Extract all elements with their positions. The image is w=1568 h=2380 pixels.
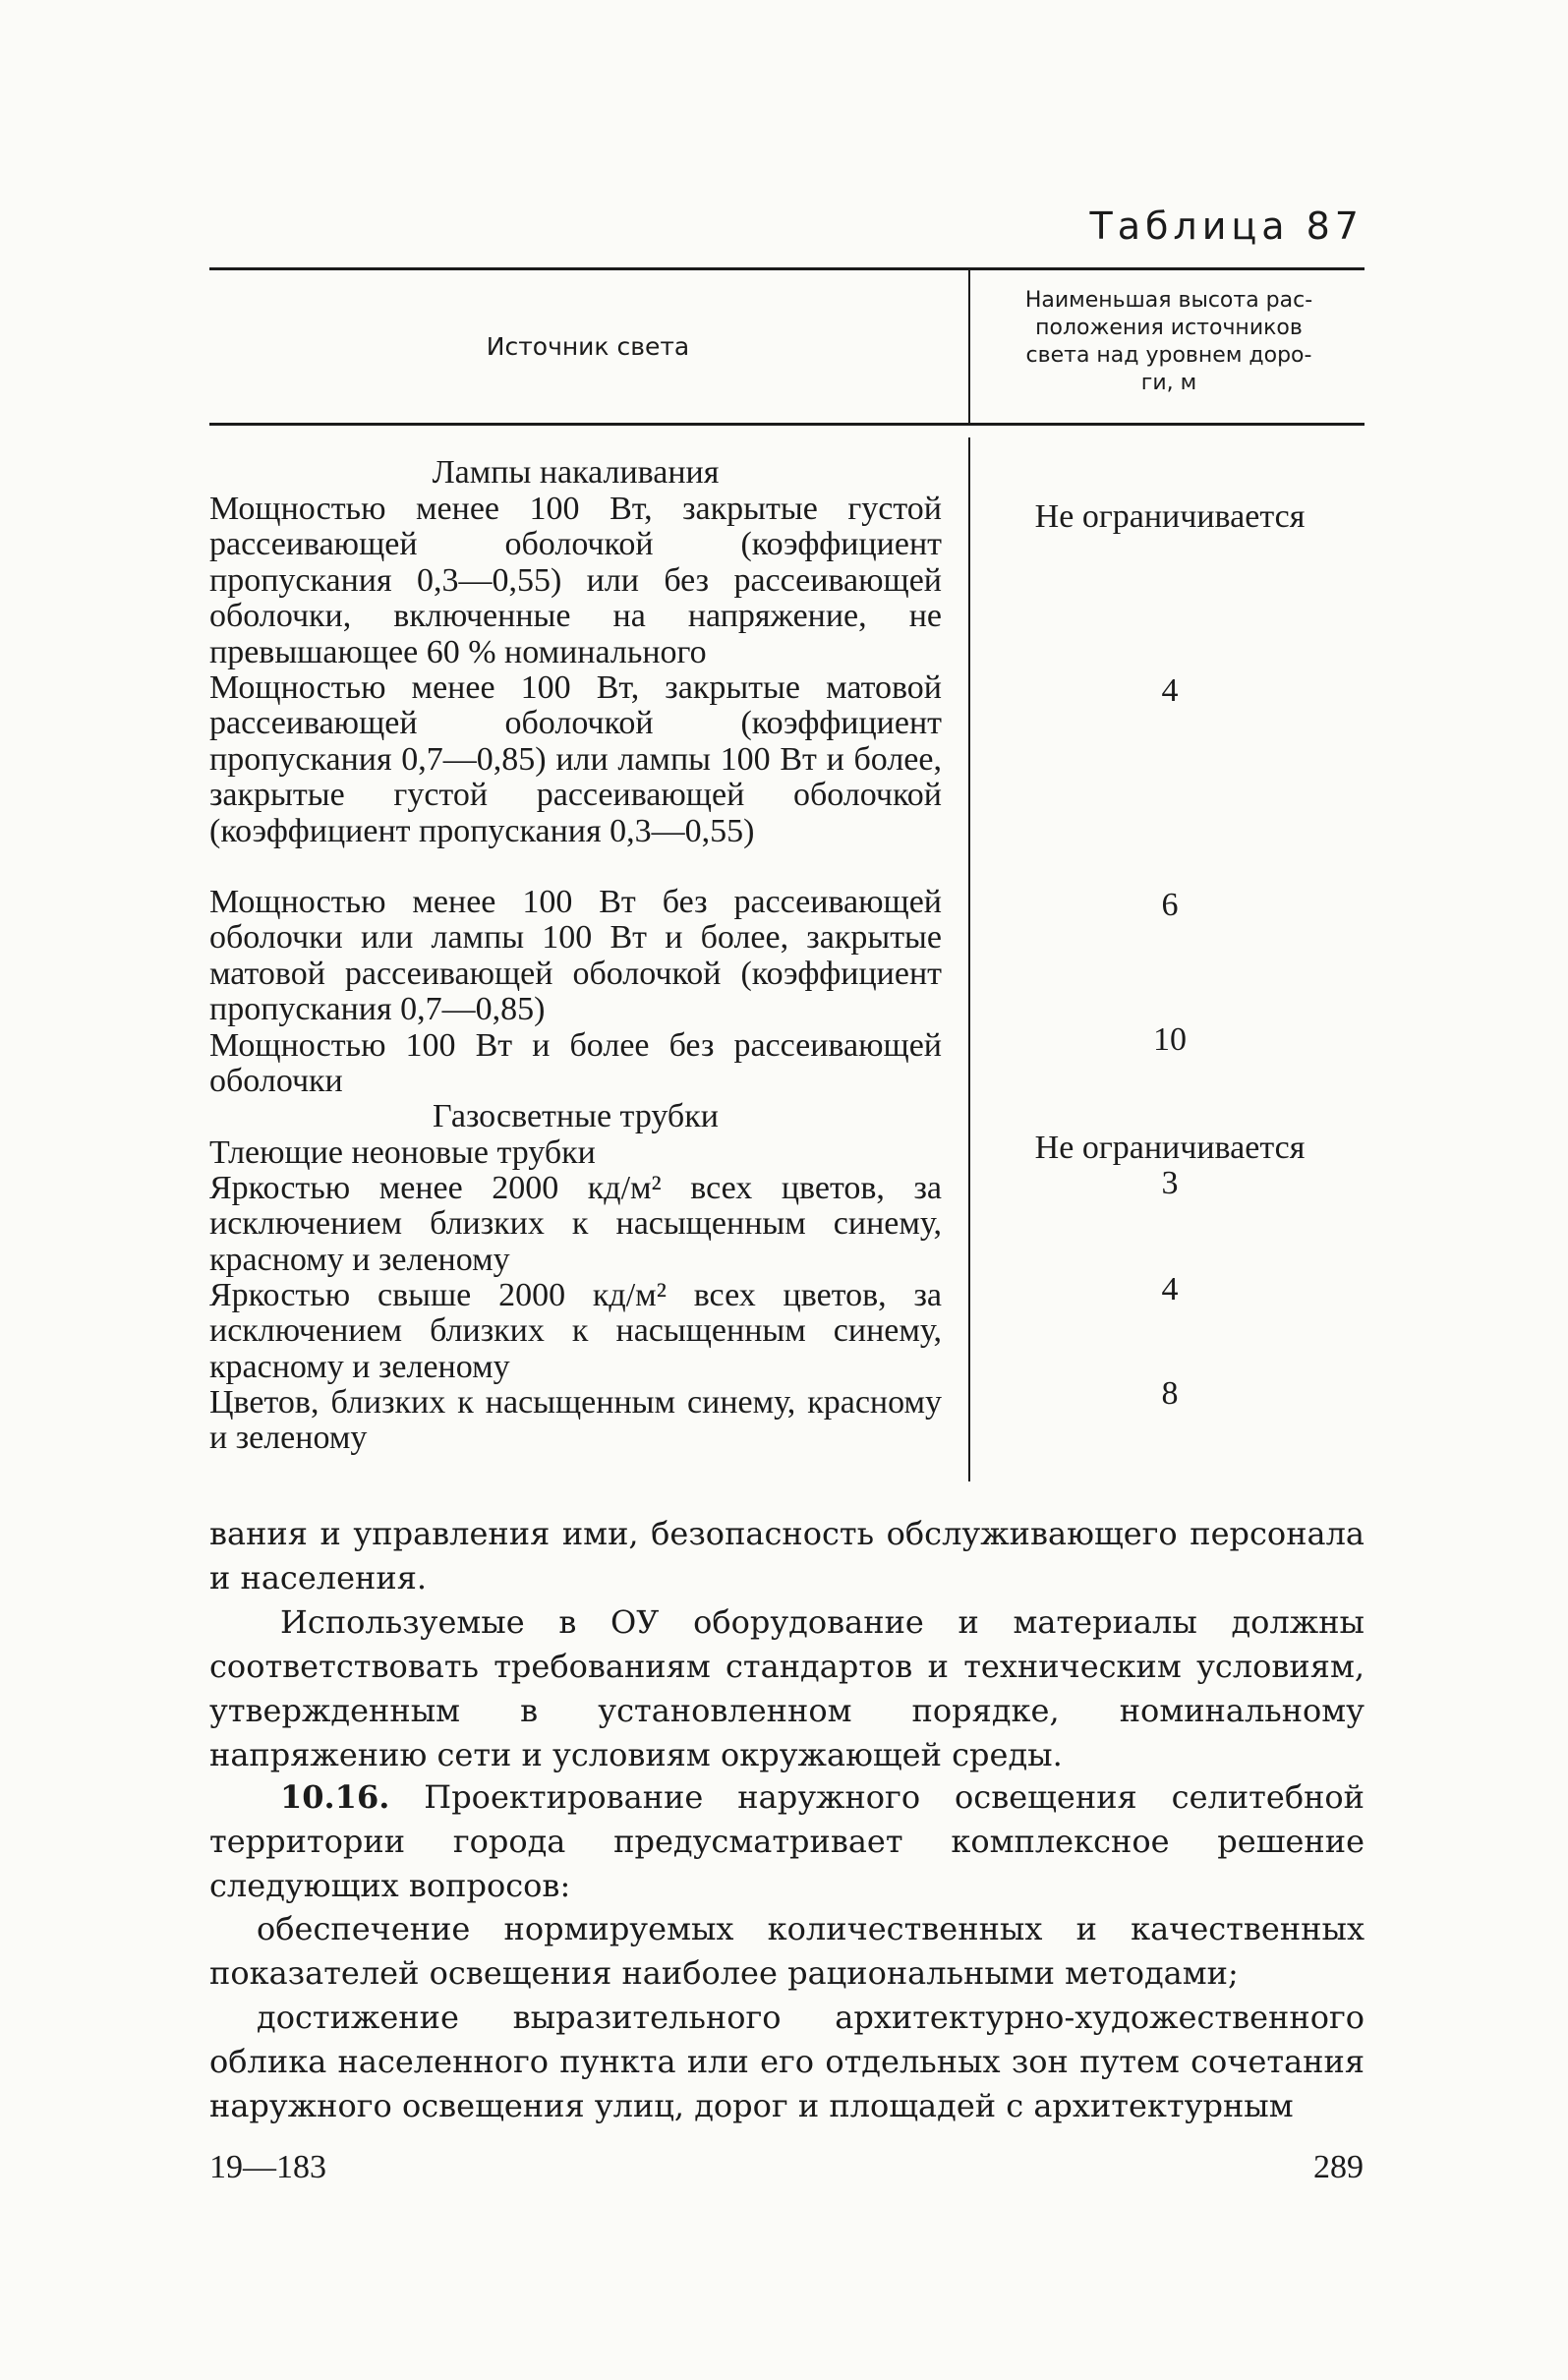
table-row-source: Мощностью менее 100 Вт, закрытые густой рассеивающей оболочкой (коэффициент пропускания 0,3—0,55) или без рассеивающей оболочки, включенные на напряжение, не превышающее 60 % номинального	[209, 491, 942, 670]
table-row-source: Цветов, близких к насыщенным синему, красному и зеленому	[209, 1384, 942, 1457]
table-row-height: 10	[1153, 1021, 1187, 1058]
paragraph-equipment: Используемые в ОУ оборудование и материалы должны соответствовать требованиям стандартов и техническим условиям, утвержденным в установленном порядке, номинальному напряжению сети и условиям окружающей среды.	[209, 1603, 1365, 1773]
table-row-source: Яркостью свыше 2000 кд/м² всех цветов, за исключением близких к насыщенным синему, красному и зеленому	[209, 1277, 942, 1385]
body-column-divider	[968, 437, 970, 1481]
paragraph-item-2: достижение выразительного архитектурно-художественного облика населенного пункта или его отдельных зон путем сочетания наружного освещения улиц, дорог и площадей с архитектурным	[209, 1999, 1365, 2124]
table-row-height: Не ограничивается	[1034, 498, 1306, 535]
section-title-gas-discharge: Газосветные трубки	[433, 1098, 719, 1134]
paragraph-10-16	[209, 1775, 1365, 1908]
table-row-height: 6	[1161, 887, 1179, 923]
table-row-source: Яркостью менее 2000 кд/м² всех цветов, за исключением близких к насыщенным синему, красному и зеленому	[209, 1170, 942, 1278]
table-caption: Таблица 87	[1089, 204, 1364, 248]
table-row-height: 4	[1161, 1271, 1179, 1307]
paragraph-continuation: вания и управления ими, безопасность обслуживающего персонала и населения.	[209, 1515, 1365, 1596]
signature-mark: 19—183	[209, 2149, 326, 2185]
header-height: Наименьшая высота рас- положения источников света над уровнем доро- ги, м	[1024, 288, 1313, 395]
page-number: 289	[1313, 2149, 1364, 2185]
table-row-height: 4	[1161, 672, 1179, 709]
clause-number: 10.16.	[280, 1778, 390, 1816]
table-row-source: Мощностью менее 100 Вт без рассеивающей оболочки или лампы 100 Вт и более, закрытые матовой рассеивающей оболочкой (коэффициент пропускания 0,7—0,85)	[209, 884, 942, 1028]
table-row-height: 8	[1161, 1375, 1179, 1412]
table-row-height: Не ограничивается	[1034, 1130, 1306, 1166]
clause-text: Проектирование наружного освещения селитебной территории города предусматривает комплексное решение следующих вопросов:	[209, 1778, 1365, 1904]
table-row-source: Мощностью менее 100 Вт, закрытые матовой рассеивающей оболочкой (коэффициент пропускания 0,7—0,85) или лампы 100 Вт и более, закрытые густой рассеивающей оболочкой (коэффициент пропускания 0,3—0,55)	[209, 669, 942, 849]
table-row-source: Тлеющие неоновые трубки	[209, 1134, 596, 1171]
header-source: Источник света	[486, 332, 690, 361]
section-title-incandescent: Лампы накаливания	[432, 454, 720, 491]
header-column-divider	[968, 270, 970, 423]
paragraph-item-1: обеспечение нормируемых количественных и качественных показателей освещения наиболее рациональными методами;	[209, 1910, 1365, 1992]
table-header-rule	[209, 423, 1365, 426]
table-row-height: 3	[1161, 1165, 1179, 1201]
table-row-source: Мощностью 100 Вт и более без рассеивающей оболочки	[209, 1027, 942, 1100]
